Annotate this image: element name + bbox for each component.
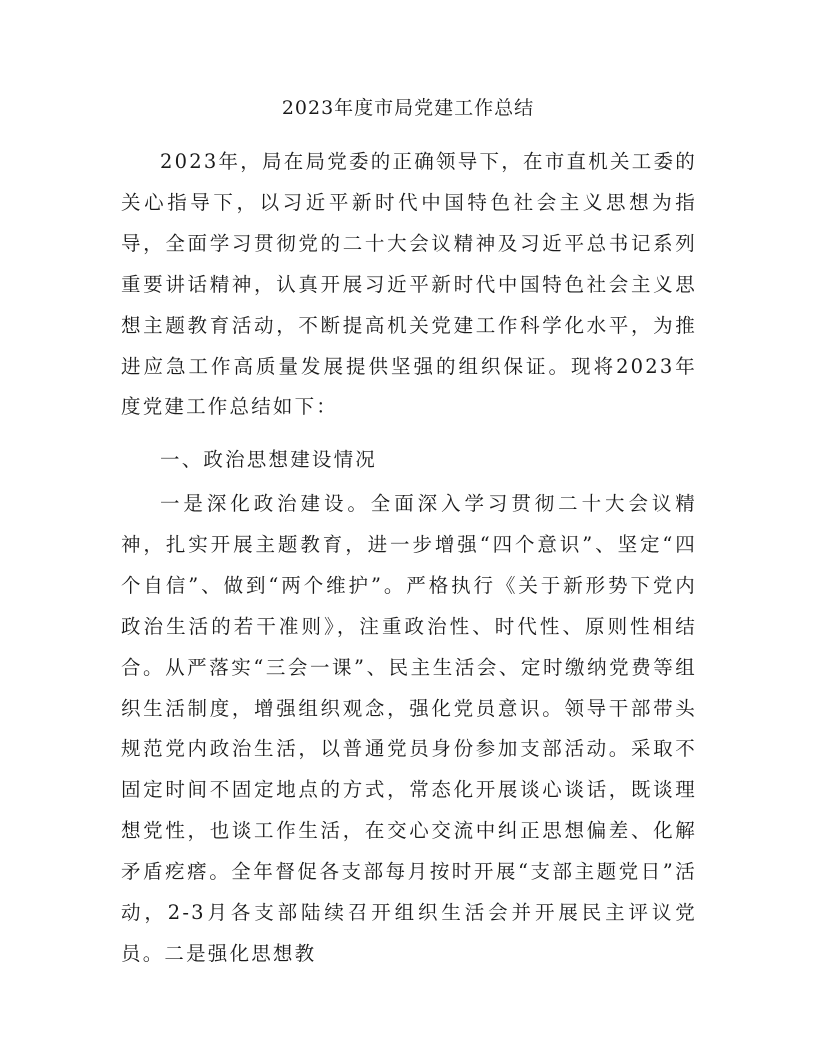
intro-paragraph: 2023年，局在局党委的正确领导下，在市直机关工委的关心指导下，以习近平新时代中国特色社会主义思想为指导，全面学习贯彻党的二十大会议精神及习近平总书记系列重要讲话精神，认真开展习近平新时代中国特色社会主义思想主题教育活动，不断提高机关党建工作科学化水平，为推进应急工作高质量发展提供坚强的组织保证。现将2023年度党建工作总结如下： — [121, 150, 697, 419]
section-heading: 一、政治思想建设情况 — [160, 448, 378, 471]
document-title: 2023年度市局党建工作总结 — [281, 97, 535, 119]
section-paragraph: 一是深化政治建设。全面深入学习贯彻二十大会议精神，扎实开展主题教育，进一步增强“四个意识”、坚定“四个自信”、做到“两个维护”。严格执行《关于新形势下党内政治生活的若干准则》，注重政治性、时代性、原则性相结合。从严落实“三会一课”、民主生活会、定时缴纳党费等组织生活制度，增强组织观念，强化党员意识。领导干部带头规范党内政治生活，以普通党员身份参加支部活动。采取不固定时间不固定地点的方式，常态化开展谈心谈话，既谈理想党性，也谈工作生活，在交心交流中纠正思想偏差、化解矛盾疙瘩。全年督促各支部每月按时开展“支部主题党日”活动，2-3月各支部陆续召开组织生活会并开展民主评议党员。二是强化思想教 — [121, 492, 697, 965]
